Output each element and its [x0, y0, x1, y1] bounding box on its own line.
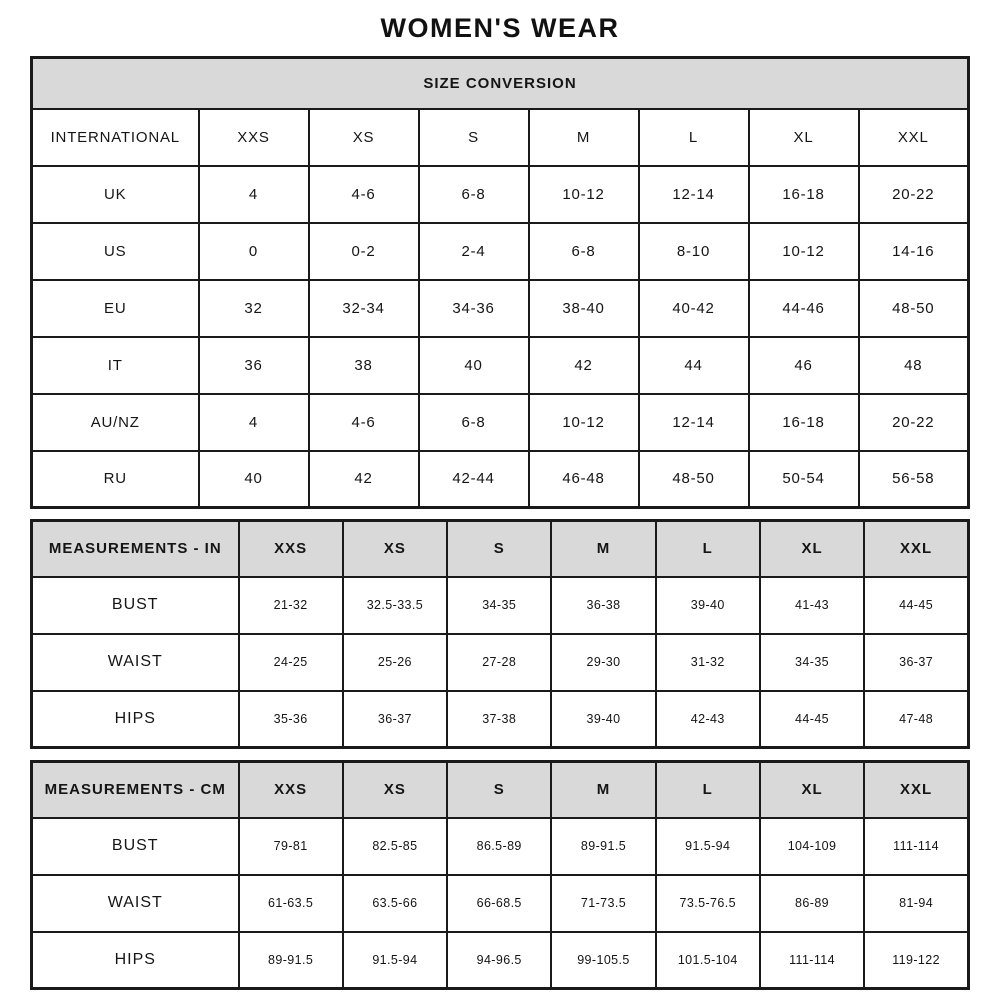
table-cell: 4-6 [309, 166, 419, 223]
table-cell: 48-50 [639, 451, 749, 508]
table-cell: 56-58 [859, 451, 969, 508]
column-header-xxl: XXL [864, 762, 968, 818]
row-label: BUST [32, 818, 239, 875]
table-cell: 38-40 [529, 280, 639, 337]
column-header-xxl: XXL [864, 521, 968, 577]
column-header-m: M [529, 109, 639, 166]
table-cell: 104-109 [760, 818, 864, 875]
column-header-xxl: XXL [859, 109, 969, 166]
table-cell: 47-48 [864, 691, 968, 748]
column-header-measurements-in: MEASUREMENTS - IN [32, 521, 239, 577]
table-cell: 61-63.5 [239, 875, 343, 932]
table-cell: 36-38 [551, 577, 655, 634]
table-cell: 4 [199, 166, 309, 223]
table-cell: 32-34 [309, 280, 419, 337]
table-cell: 35-36 [239, 691, 343, 748]
table-cell: 79-81 [239, 818, 343, 875]
table-row-bust-cm [32, 818, 969, 875]
table-row-hips-cm [32, 932, 969, 989]
row-label: AU/NZ [32, 394, 199, 451]
column-header-s: S [447, 521, 551, 577]
table-header-row [32, 762, 969, 818]
table-row-hips-in [32, 691, 969, 748]
table-cell: 12-14 [639, 394, 749, 451]
row-label: IT [32, 337, 199, 394]
column-header-m: M [551, 762, 655, 818]
table-cell: 44-45 [864, 577, 968, 634]
table-cell: 46-48 [529, 451, 639, 508]
column-header-l: L [639, 109, 749, 166]
row-label: RU [32, 451, 199, 508]
table-cell: 111-114 [864, 818, 968, 875]
column-header-xs: XS [343, 762, 447, 818]
table-header-row [32, 109, 969, 166]
column-header-xs: XS [343, 521, 447, 577]
row-label: UK [32, 166, 199, 223]
table-cell: 101.5-104 [656, 932, 760, 989]
size-conversion-table [30, 56, 970, 509]
table-cell: 0 [199, 223, 309, 280]
table-cell: 89-91.5 [551, 818, 655, 875]
column-header-s: S [419, 109, 529, 166]
table-cell: 40 [199, 451, 309, 508]
table-cell: 82.5-85 [343, 818, 447, 875]
column-header-measurements-cm: MEASUREMENTS - CM [32, 762, 239, 818]
table-cell: 4-6 [309, 394, 419, 451]
table-cell: 66-68.5 [447, 875, 551, 932]
table-cell: 16-18 [749, 394, 859, 451]
table-cell: 10-12 [749, 223, 859, 280]
table-cell: 50-54 [749, 451, 859, 508]
table-row-ru [32, 451, 969, 508]
table-cell: 25-26 [343, 634, 447, 691]
table-cell: 71-73.5 [551, 875, 655, 932]
table-row-aunz [32, 394, 969, 451]
table-cell: 44-46 [749, 280, 859, 337]
table-cell: 91.5-94 [656, 818, 760, 875]
table-cell: 39-40 [551, 691, 655, 748]
column-header-s: S [447, 762, 551, 818]
table-cell: 40-42 [639, 280, 749, 337]
table-cell: 10-12 [529, 166, 639, 223]
table-cell: 21-32 [239, 577, 343, 634]
table-cell: 42-44 [419, 451, 529, 508]
table-cell: 94-96.5 [447, 932, 551, 989]
measurements-cm-table [30, 760, 970, 990]
table-cell: 119-122 [864, 932, 968, 989]
table-cell: 20-22 [859, 166, 969, 223]
table-cell: 6-8 [529, 223, 639, 280]
table-row-uk [32, 166, 969, 223]
table-cell: 34-36 [419, 280, 529, 337]
table-cell: 37-38 [447, 691, 551, 748]
table-cell: 36 [199, 337, 309, 394]
table-cell: 41-43 [760, 577, 864, 634]
column-header-xs: XS [309, 109, 419, 166]
table-cell: 38 [309, 337, 419, 394]
table-cell: 86.5-89 [447, 818, 551, 875]
table-cell: 40 [419, 337, 529, 394]
table-cell: 91.5-94 [343, 932, 447, 989]
table-cell: 27-28 [447, 634, 551, 691]
table-cell: 48-50 [859, 280, 969, 337]
table-cell: 99-105.5 [551, 932, 655, 989]
measurements-in-table [30, 519, 970, 749]
column-header-xl: XL [760, 762, 864, 818]
table-cell: 24-25 [239, 634, 343, 691]
table-cell: 8-10 [639, 223, 749, 280]
column-header-xxs: XXS [239, 521, 343, 577]
column-header-international: INTERNATIONAL [32, 109, 199, 166]
table-cell: 111-114 [760, 932, 864, 989]
table-cell: 44-45 [760, 691, 864, 748]
table-cell: 44 [639, 337, 749, 394]
table-row-waist-in [32, 634, 969, 691]
row-label: WAIST [32, 634, 239, 691]
row-label: EU [32, 280, 199, 337]
column-header-xl: XL [760, 521, 864, 577]
table-header-row [32, 521, 969, 577]
table-cell: 48 [859, 337, 969, 394]
table-cell: 6-8 [419, 166, 529, 223]
page-title: WOMEN'S WEAR [380, 13, 620, 43]
table-cell: 32.5-33.5 [343, 577, 447, 634]
table-cell: 86-89 [760, 875, 864, 932]
table-cell: 89-91.5 [239, 932, 343, 989]
column-header-m: M [551, 521, 655, 577]
row-label: HIPS [32, 691, 239, 748]
table-cell: 42 [309, 451, 419, 508]
column-header-l: L [656, 521, 760, 577]
table-cell: 6-8 [419, 394, 529, 451]
table-cell: 46 [749, 337, 859, 394]
row-label: WAIST [32, 875, 239, 932]
table-cell: 2-4 [419, 223, 529, 280]
table-cell: 39-40 [656, 577, 760, 634]
table-cell: 34-35 [760, 634, 864, 691]
column-header-l: L [656, 762, 760, 818]
table-cell: 42 [529, 337, 639, 394]
table-cell: 10-12 [529, 394, 639, 451]
table-row-bust-in [32, 577, 969, 634]
row-label: HIPS [32, 932, 239, 989]
table-cell: 4 [199, 394, 309, 451]
table-cell: 81-94 [864, 875, 968, 932]
column-header-xxs: XXS [199, 109, 309, 166]
table-cell: 20-22 [859, 394, 969, 451]
table-cell: 32 [199, 280, 309, 337]
table-row-us [32, 223, 969, 280]
size-conversion-caption: SIZE CONVERSION [32, 58, 969, 109]
table-cell: 14-16 [859, 223, 969, 280]
table-cell: 34-35 [447, 577, 551, 634]
table-caption-row [32, 58, 969, 109]
table-row-it [32, 337, 969, 394]
table-cell: 42-43 [656, 691, 760, 748]
table-cell: 73.5-76.5 [656, 875, 760, 932]
column-header-xl: XL [749, 109, 859, 166]
row-label: US [32, 223, 199, 280]
table-cell: 0-2 [309, 223, 419, 280]
table-cell: 36-37 [864, 634, 968, 691]
table-cell: 12-14 [639, 166, 749, 223]
table-cell: 29-30 [551, 634, 655, 691]
table-cell: 63.5-66 [343, 875, 447, 932]
column-header-xxs: XXS [239, 762, 343, 818]
table-row-waist-cm [32, 875, 969, 932]
table-row-eu [32, 280, 969, 337]
table-cell: 16-18 [749, 166, 859, 223]
table-cell: 36-37 [343, 691, 447, 748]
table-cell: 31-32 [656, 634, 760, 691]
row-label: BUST [32, 577, 239, 634]
